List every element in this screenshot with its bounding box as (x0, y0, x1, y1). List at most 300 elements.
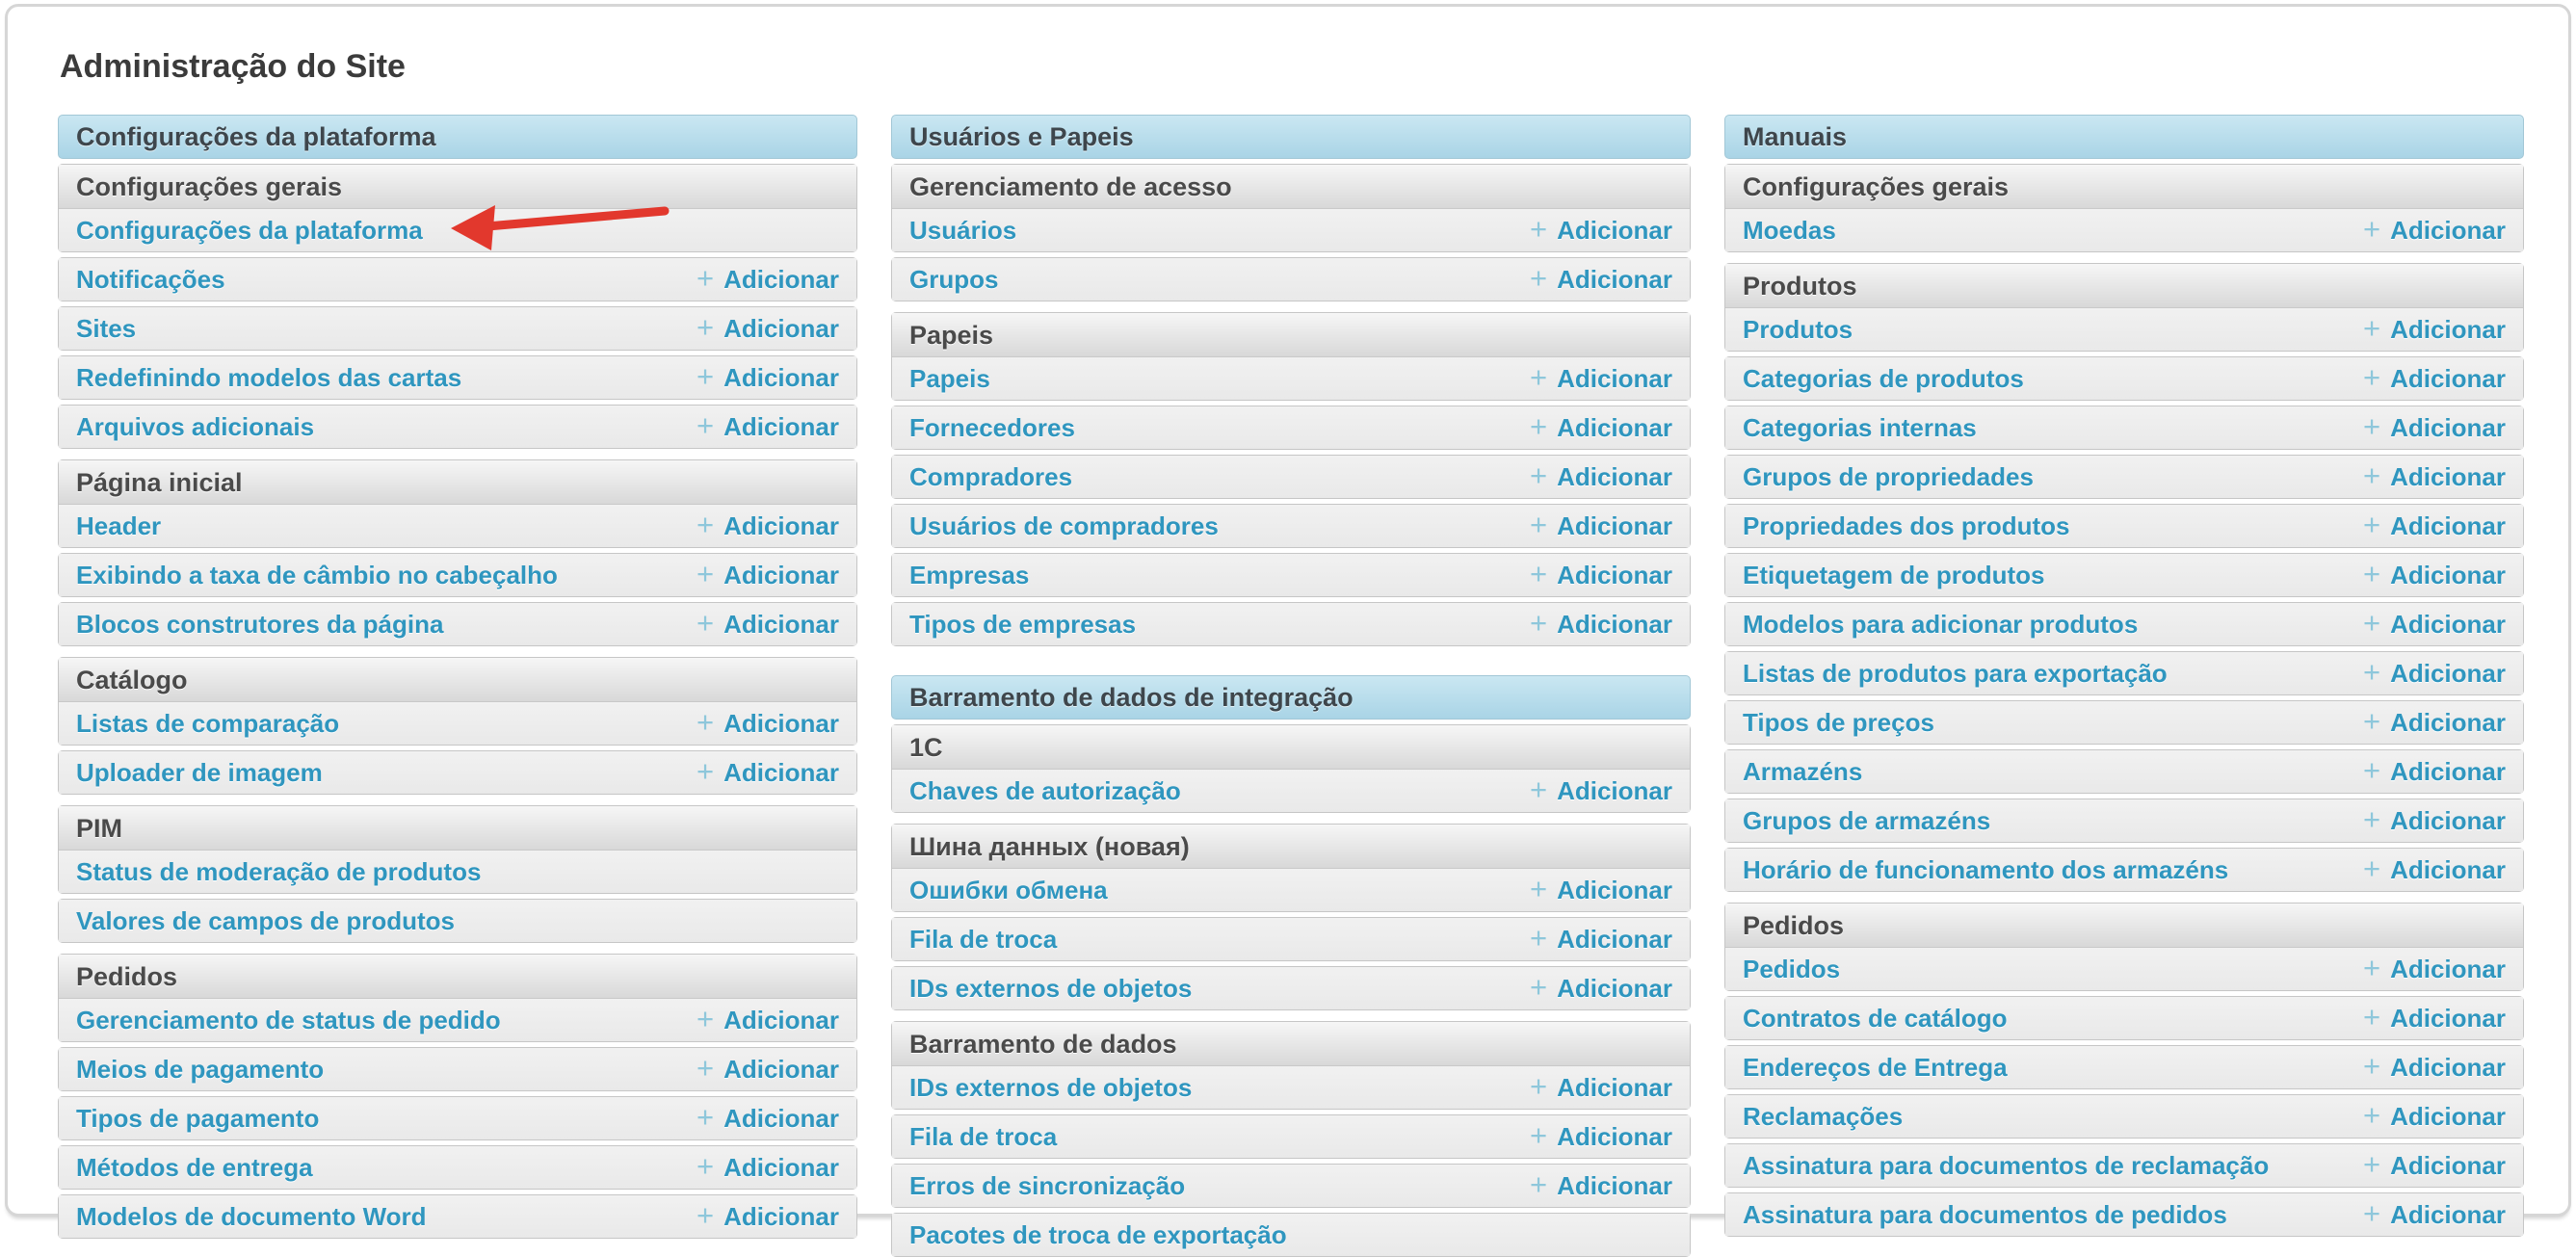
model-link[interactable]: Header (76, 511, 162, 540)
plus-icon: + (1529, 260, 1548, 295)
section-caption: Catálogo (59, 658, 856, 702)
model-row (59, 603, 856, 645)
model-row (59, 999, 856, 1041)
add-label: Adicionar (2390, 461, 2506, 491)
add-link[interactable] (2362, 556, 2506, 590)
model-link[interactable]: Propriedades dos produtos (1743, 511, 2070, 540)
plus-icon: + (1529, 359, 1548, 394)
add-label: Adicionar (723, 1201, 839, 1231)
model-link[interactable]: Redefinindo modelos das cartas (76, 362, 462, 392)
add-link[interactable] (2362, 1146, 2506, 1181)
add-link[interactable] (696, 1050, 839, 1085)
model-link[interactable]: Modelos para adicionar produtos (1743, 609, 2139, 639)
plus-icon: + (2362, 999, 2381, 1034)
add-link[interactable] (2362, 752, 2506, 787)
model-link[interactable]: Moedas (1743, 215, 1836, 245)
section-caption: Produtos (1725, 264, 2523, 308)
model-row (1725, 209, 2523, 251)
add-link[interactable] (2362, 1097, 2506, 1132)
model-link[interactable]: Listas de comparação (76, 708, 340, 738)
section-caption: Configurações gerais (1725, 165, 2523, 209)
module (891, 406, 1691, 450)
module (1724, 1143, 2524, 1188)
add-label: Adicionar (2390, 314, 2506, 344)
model-row (892, 1115, 1690, 1158)
add-link[interactable] (2362, 1048, 2506, 1083)
module (1724, 700, 2524, 745)
add-link[interactable] (1529, 260, 1672, 295)
module (58, 1096, 857, 1140)
module (1724, 455, 2524, 499)
model-row (892, 209, 1690, 251)
add-link[interactable] (2362, 999, 2506, 1034)
add-label: Adicionar (1557, 875, 1672, 904)
model-link[interactable]: Grupos (909, 264, 999, 294)
add-link[interactable] (2362, 654, 2506, 689)
model-row (892, 357, 1690, 400)
add-label: Adicionar (2390, 756, 2506, 786)
module (58, 750, 857, 795)
plus-icon: + (2362, 408, 2381, 443)
module (891, 917, 1691, 961)
add-label: Adicionar (1557, 924, 1672, 954)
model-link[interactable]: Categorias internas (1743, 412, 1977, 442)
add-link[interactable] (696, 1197, 839, 1232)
add-label: Adicionar (1557, 609, 1672, 639)
module (58, 899, 857, 943)
plus-icon: + (1529, 772, 1548, 806)
module (58, 459, 857, 548)
model-link[interactable]: Etiquetagem de produtos (1743, 560, 2045, 589)
column-2 (891, 115, 1691, 1257)
plus-icon: + (1529, 556, 1548, 590)
model-link[interactable]: Empresas (909, 560, 1030, 589)
plus-icon: + (2362, 1195, 2381, 1230)
plus-icon: + (696, 556, 715, 590)
add-label: Adicionar (1557, 1072, 1672, 1102)
module (891, 455, 1691, 499)
section-caption: Pedidos (59, 955, 856, 999)
section-caption: Gerenciamento de acesso (892, 165, 1690, 209)
model-row (1725, 652, 2523, 694)
add-link[interactable] (696, 507, 839, 541)
add-link[interactable] (696, 358, 839, 393)
model-row (1725, 1095, 2523, 1138)
model-link[interactable]: Horário de funcionamento dos armazéns (1743, 854, 2229, 884)
model-row (1725, 997, 2523, 1039)
model-link[interactable]: Sites (76, 313, 137, 343)
panel-title: Barramento de dados de integração (891, 675, 1691, 720)
add-link[interactable] (696, 556, 839, 590)
add-link[interactable] (696, 309, 839, 344)
module (58, 553, 857, 597)
module (891, 602, 1691, 646)
model-link[interactable]: Notificações (76, 264, 225, 294)
add-link[interactable] (2362, 458, 2506, 492)
model-row (1725, 308, 2523, 351)
module (1724, 1094, 2524, 1139)
section-caption: Pedidos (1725, 903, 2523, 948)
plus-icon: + (696, 407, 715, 442)
module (1724, 553, 2524, 597)
section-caption: Шина данных (новая) (892, 825, 1690, 869)
column-1 (58, 115, 857, 1239)
add-link[interactable] (2362, 950, 2506, 984)
model-link[interactable]: Contratos de catálogo (1743, 1003, 2008, 1033)
module (891, 1164, 1691, 1208)
page-frame (5, 4, 2571, 1249)
plus-icon: + (1529, 920, 1548, 955)
model-row (1725, 750, 2523, 793)
model-link[interactable]: Grupos de propriedades (1743, 461, 2034, 491)
model-row (59, 307, 856, 350)
model-row (1725, 799, 2523, 842)
page-title: Administração do Site (60, 48, 406, 85)
model-link[interactable]: Fornecedores (909, 412, 1075, 442)
plus-icon: + (1529, 507, 1548, 541)
model-row (1725, 1144, 2523, 1187)
add-link[interactable] (1529, 458, 1672, 492)
add-link[interactable] (696, 260, 839, 295)
panel (891, 675, 1691, 1257)
add-link[interactable] (696, 407, 839, 442)
model-link[interactable]: Meios de pagamento (76, 1054, 325, 1084)
model-row (892, 406, 1690, 449)
model-link[interactable]: Erros de sincronização (909, 1170, 1186, 1200)
model-link[interactable]: Assinatura para documentos de reclamação (1743, 1150, 2270, 1180)
add-link[interactable] (1529, 211, 1672, 246)
plus-icon: + (2362, 1097, 2381, 1132)
add-label: Adicionar (2390, 1150, 2506, 1180)
model-link[interactable]: Endereços de Entrega (1743, 1052, 2008, 1082)
add-label: Adicionar (2390, 412, 2506, 442)
section-caption: Barramento de dados (892, 1022, 1690, 1066)
model-link[interactable]: Arquivos adicionais (76, 411, 315, 441)
module (1724, 848, 2524, 892)
model-row (892, 918, 1690, 960)
add-label: Adicionar (1557, 461, 1672, 491)
add-label: Adicionar (2390, 707, 2506, 737)
add-link[interactable] (1529, 359, 1672, 394)
module (1724, 1192, 2524, 1237)
plus-icon: + (2362, 359, 2381, 394)
model-link[interactable]: Ошибки обмена (909, 875, 1108, 904)
plus-icon: + (696, 309, 715, 344)
module (58, 805, 857, 894)
panel-title: Manuais (1724, 115, 2524, 159)
module (891, 257, 1691, 301)
add-label: Adicionar (1557, 511, 1672, 540)
plus-icon: + (696, 260, 715, 295)
model-link[interactable]: Tipos de preços (1743, 707, 1934, 737)
section-caption: Configurações gerais (59, 165, 856, 209)
add-label: Adicionar (723, 560, 839, 589)
module (58, 954, 857, 1042)
add-link[interactable] (1529, 920, 1672, 955)
dashboard-columns (58, 115, 2522, 1257)
module (1724, 651, 2524, 695)
module (58, 355, 857, 400)
add-label: Adicionar (1557, 560, 1672, 589)
add-link[interactable] (696, 753, 839, 788)
add-link[interactable] (1529, 556, 1672, 590)
add-label: Adicionar (723, 511, 839, 540)
model-link[interactable]: Valores de campos de produtos (76, 905, 455, 935)
model-link[interactable]: Uploader de imagem (76, 757, 323, 787)
module (891, 504, 1691, 548)
plus-icon: + (2362, 654, 2381, 689)
panel-title: Configurações da plataforma (58, 115, 857, 159)
plus-icon: + (1529, 605, 1548, 640)
panel-title: Usuários e Papeis (891, 115, 1691, 159)
module (58, 1145, 857, 1190)
plus-icon: + (2362, 1146, 2381, 1181)
plus-icon: + (696, 1148, 715, 1183)
plus-icon: + (696, 1050, 715, 1085)
plus-icon: + (2362, 507, 2381, 541)
add-label: Adicionar (723, 313, 839, 343)
add-label: Adicionar (723, 411, 839, 441)
model-link[interactable]: Configurações da plataforma (76, 215, 423, 245)
module (1724, 263, 2524, 352)
model-row (59, 258, 856, 301)
model-row (892, 1066, 1690, 1109)
add-label: Adicionar (2390, 560, 2506, 589)
model-link[interactable]: Reclamações (1743, 1101, 1904, 1131)
model-row (892, 603, 1690, 645)
model-link[interactable]: Listas de produtos para exportação (1743, 658, 2168, 688)
add-label: Adicionar (2390, 1052, 2506, 1082)
model-row (1725, 505, 2523, 547)
module (891, 312, 1691, 401)
module (58, 1047, 857, 1091)
plus-icon: + (2362, 703, 2381, 738)
add-label: Adicionar (723, 362, 839, 392)
add-link[interactable] (1529, 1166, 1672, 1201)
model-row (892, 967, 1690, 1009)
model-link[interactable]: IDs externos de objetos (909, 973, 1193, 1003)
add-label: Adicionar (1557, 363, 1672, 393)
add-label: Adicionar (2390, 215, 2506, 245)
column-3 (1724, 115, 2524, 1237)
add-label: Adicionar (723, 1005, 839, 1034)
plus-icon: + (1529, 1068, 1548, 1103)
add-link[interactable] (696, 704, 839, 739)
plus-icon: + (2362, 1048, 2381, 1083)
model-link[interactable]: Assinatura para documentos de pedidos (1743, 1199, 2227, 1229)
model-row (1725, 406, 2523, 449)
model-link[interactable]: Fila de troca (909, 924, 1058, 954)
add-link[interactable] (1529, 1068, 1672, 1103)
add-link[interactable] (1529, 1117, 1672, 1152)
add-link[interactable] (696, 1148, 839, 1183)
model-row (892, 770, 1690, 812)
model-link[interactable]: Categorias de produtos (1743, 363, 2024, 393)
model-link[interactable]: Pacotes de troca de exportação (909, 1219, 1287, 1249)
model-link[interactable]: Fila de troca (909, 1121, 1058, 1151)
add-link[interactable] (2362, 211, 2506, 246)
model-row (1725, 1046, 2523, 1088)
add-link[interactable] (2362, 310, 2506, 345)
add-link[interactable] (2362, 359, 2506, 394)
add-link[interactable] (1529, 871, 1672, 905)
module (891, 824, 1691, 912)
model-row (1725, 456, 2523, 498)
panel (891, 115, 1691, 646)
module (1724, 996, 2524, 1040)
add-link[interactable] (2362, 851, 2506, 885)
model-row (892, 258, 1690, 301)
add-link[interactable] (1529, 507, 1672, 541)
plus-icon: + (2362, 605, 2381, 640)
plus-icon: + (1529, 211, 1548, 246)
model-row (59, 1195, 856, 1238)
model-link[interactable]: Status de moderação de produtos (76, 856, 482, 886)
section-caption: Página inicial (59, 460, 856, 505)
add-label: Adicionar (723, 1103, 839, 1133)
plus-icon: + (696, 1197, 715, 1232)
plus-icon: + (2362, 310, 2381, 345)
model-row (59, 356, 856, 399)
model-link[interactable]: Papeis (909, 363, 990, 393)
model-row (892, 554, 1690, 596)
plus-icon: + (696, 704, 715, 739)
module (1724, 903, 2524, 991)
add-label: Adicionar (1557, 412, 1672, 442)
plus-icon: + (696, 605, 715, 640)
add-link[interactable] (2362, 801, 2506, 836)
model-link[interactable]: IDs externos de objetos (909, 1072, 1193, 1102)
module (1724, 406, 2524, 450)
add-label: Adicionar (723, 1152, 839, 1182)
model-link[interactable]: Usuários (909, 215, 1017, 245)
model-link[interactable]: Tipos de empresas (909, 609, 1137, 639)
model-row (1725, 357, 2523, 400)
add-link[interactable] (1529, 772, 1672, 806)
model-link[interactable]: Blocos construtores da página (76, 609, 444, 639)
module (891, 1213, 1691, 1257)
plus-icon: + (2362, 950, 2381, 984)
model-row (59, 1097, 856, 1139)
plus-icon: + (2362, 211, 2381, 246)
model-link[interactable]: Usuários de compradores (909, 511, 1219, 540)
add-link[interactable] (696, 605, 839, 640)
add-link[interactable] (2362, 703, 2506, 738)
add-link[interactable] (2362, 408, 2506, 443)
model-link[interactable]: Exibindo a taxa de câmbio no cabeçalho (76, 560, 558, 589)
module (1724, 799, 2524, 843)
add-label: Adicionar (723, 757, 839, 787)
add-label: Adicionar (1557, 1170, 1672, 1200)
model-row (59, 851, 856, 893)
add-label: Adicionar (1557, 973, 1672, 1003)
add-label: Adicionar (2390, 854, 2506, 884)
add-link[interactable] (1529, 408, 1672, 443)
module (1724, 164, 2524, 252)
model-row (59, 702, 856, 745)
model-row (59, 900, 856, 942)
plus-icon: + (2362, 851, 2381, 885)
model-row (1725, 701, 2523, 744)
plus-icon: + (2362, 752, 2381, 787)
module (891, 966, 1691, 1010)
add-label: Adicionar (1557, 215, 1672, 245)
module (58, 657, 857, 746)
module (1724, 356, 2524, 401)
plus-icon: + (1529, 408, 1548, 443)
add-link[interactable] (1529, 969, 1672, 1004)
model-link[interactable]: Compradores (909, 461, 1073, 491)
model-link[interactable]: Gerenciamento de status de pedido (76, 1005, 501, 1034)
module (1724, 1045, 2524, 1089)
plus-icon: + (2362, 801, 2381, 836)
plus-icon: + (696, 1001, 715, 1035)
model-row (59, 406, 856, 448)
model-row (1725, 849, 2523, 891)
section-caption: Papeis (892, 313, 1690, 357)
panel (1724, 115, 2524, 1237)
module (58, 405, 857, 449)
panel (58, 115, 857, 1239)
page-content (8, 7, 2568, 1249)
add-link[interactable] (2362, 1195, 2506, 1230)
model-row (59, 209, 856, 251)
plus-icon: + (1529, 458, 1548, 492)
add-label: Adicionar (2390, 658, 2506, 688)
model-link[interactable]: Armazéns (1743, 756, 1863, 786)
model-link[interactable]: Grupos de armazéns (1743, 805, 1991, 835)
module (891, 1021, 1691, 1110)
model-row (59, 554, 856, 596)
add-label: Adicionar (2390, 511, 2506, 540)
model-link[interactable]: Métodos de entrega (76, 1152, 313, 1182)
add-link[interactable] (2362, 605, 2506, 640)
module (891, 553, 1691, 597)
model-link[interactable]: Pedidos (1743, 954, 1841, 983)
add-label: Adicionar (723, 264, 839, 294)
section-caption: PIM (59, 806, 856, 851)
add-link[interactable] (2362, 507, 2506, 541)
plus-icon: + (1529, 871, 1548, 905)
module (1724, 504, 2524, 548)
model-row (892, 505, 1690, 547)
model-row (892, 1165, 1690, 1207)
model-link[interactable]: Modelos de documento Word (76, 1201, 427, 1231)
plus-icon: + (696, 507, 715, 541)
module (58, 602, 857, 646)
add-link[interactable] (1529, 605, 1672, 640)
add-link[interactable] (696, 1099, 839, 1134)
model-link[interactable]: Tipos de pagamento (76, 1103, 320, 1133)
plus-icon: + (696, 1099, 715, 1134)
plus-icon: + (1529, 1166, 1548, 1201)
model-link[interactable]: Produtos (1743, 314, 1853, 344)
add-label: Adicionar (1557, 1121, 1672, 1151)
model-row (892, 456, 1690, 498)
add-link[interactable] (696, 1001, 839, 1035)
plus-icon: + (1529, 1117, 1548, 1152)
model-row (892, 869, 1690, 911)
plus-icon: + (696, 358, 715, 393)
add-label: Adicionar (723, 708, 839, 738)
model-link[interactable]: Chaves de autorização (909, 775, 1181, 805)
model-row (1725, 554, 2523, 596)
module (58, 306, 857, 351)
model-row (1725, 603, 2523, 645)
add-label: Adicionar (2390, 1199, 2506, 1229)
model-row (59, 751, 856, 794)
model-row (59, 1146, 856, 1189)
